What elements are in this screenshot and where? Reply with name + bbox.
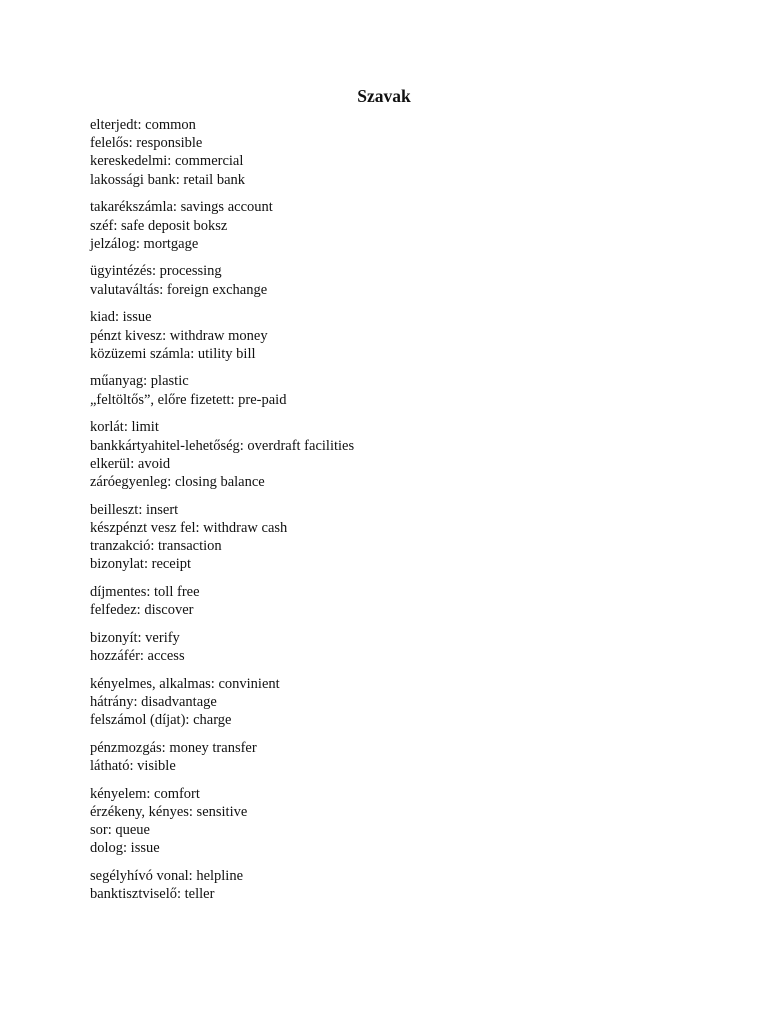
glossary-entry: díjmentes: toll free [90, 583, 200, 600]
glossary-group [90, 418, 690, 491]
glossary-entry: tranzakció: transaction [90, 538, 222, 555]
glossary-group [90, 262, 690, 298]
glossary-group [90, 629, 690, 665]
glossary-entry: záróegyenleg: closing balance [90, 473, 265, 490]
glossary-entry: „feltöltős”, előre fizetett: pre-paid [90, 391, 287, 408]
glossary-entry: készpénzt vesz fel: withdraw cash [90, 519, 288, 536]
glossary-entry: valutaváltás: foreign exchange [90, 281, 268, 298]
page-title: Szavak [357, 86, 411, 106]
glossary-entry: ügyintézés: processing [90, 263, 222, 280]
glossary-entry: felfedez: discover [90, 602, 194, 619]
glossary-entry: kiad: issue [90, 309, 152, 326]
glossary-entry: széf: safe deposit boksz [90, 217, 228, 234]
glossary-entry: kereskedelmi: commercial [90, 153, 244, 170]
glossary-group [90, 308, 690, 363]
glossary-group [90, 785, 690, 858]
glossary-group [90, 583, 690, 619]
glossary-list [90, 116, 690, 913]
glossary-entry: bankkártyahitel-lehetőség: overdraft facilities [90, 437, 355, 454]
glossary-entry: érzékeny, kényes: sensitive [90, 804, 248, 820]
glossary-group [90, 739, 690, 775]
glossary-entry: pénzt kivesz: withdraw money [90, 327, 268, 344]
glossary-group [90, 116, 690, 189]
glossary-entry: közüzemi számla: utility bill [90, 345, 256, 362]
glossary-entry: felelős: responsible [90, 135, 203, 152]
glossary-entry: hátrány: disadvantage [90, 693, 217, 710]
glossary-entry: beilleszt: insert [90, 501, 179, 518]
glossary-entry: bizonylat: receipt [90, 556, 192, 573]
glossary-entry: látható: visible [90, 758, 176, 775]
glossary-entry: banktisztviselő: teller [90, 886, 215, 903]
glossary-entry: elkerül: avoid [90, 455, 171, 472]
glossary-entry: kényelem: comfort [90, 785, 200, 802]
glossary-entry: korlát: limit [90, 419, 159, 436]
glossary-entry: felszámol (díjat): charge [90, 712, 232, 729]
glossary-entry: takarékszámla: savings account [90, 199, 273, 216]
glossary-entry: hozzáfér: access [90, 648, 185, 665]
glossary-entry: dolog: issue [90, 840, 160, 857]
glossary-group [90, 501, 690, 574]
glossary-entry: kényelmes, alkalmas: convinient [90, 675, 280, 692]
glossary-entry: sor: queue [90, 822, 150, 839]
glossary-group [90, 867, 690, 903]
glossary-entry: pénzmozgás: money transfer [90, 739, 257, 756]
glossary-entry: jelzálog: mortgage [90, 235, 199, 252]
glossary-entry: segélyhívó vonal: helpline [90, 868, 244, 885]
glossary-entry: bizonyít: verify [90, 629, 180, 646]
glossary-group [90, 198, 690, 253]
glossary-group [90, 675, 690, 730]
glossary-group [90, 372, 690, 408]
glossary-entry: műanyag: plastic [90, 373, 189, 390]
glossary-entry: elterjedt: common [90, 117, 196, 133]
glossary-entry: lakossági bank: retail bank [90, 171, 246, 188]
